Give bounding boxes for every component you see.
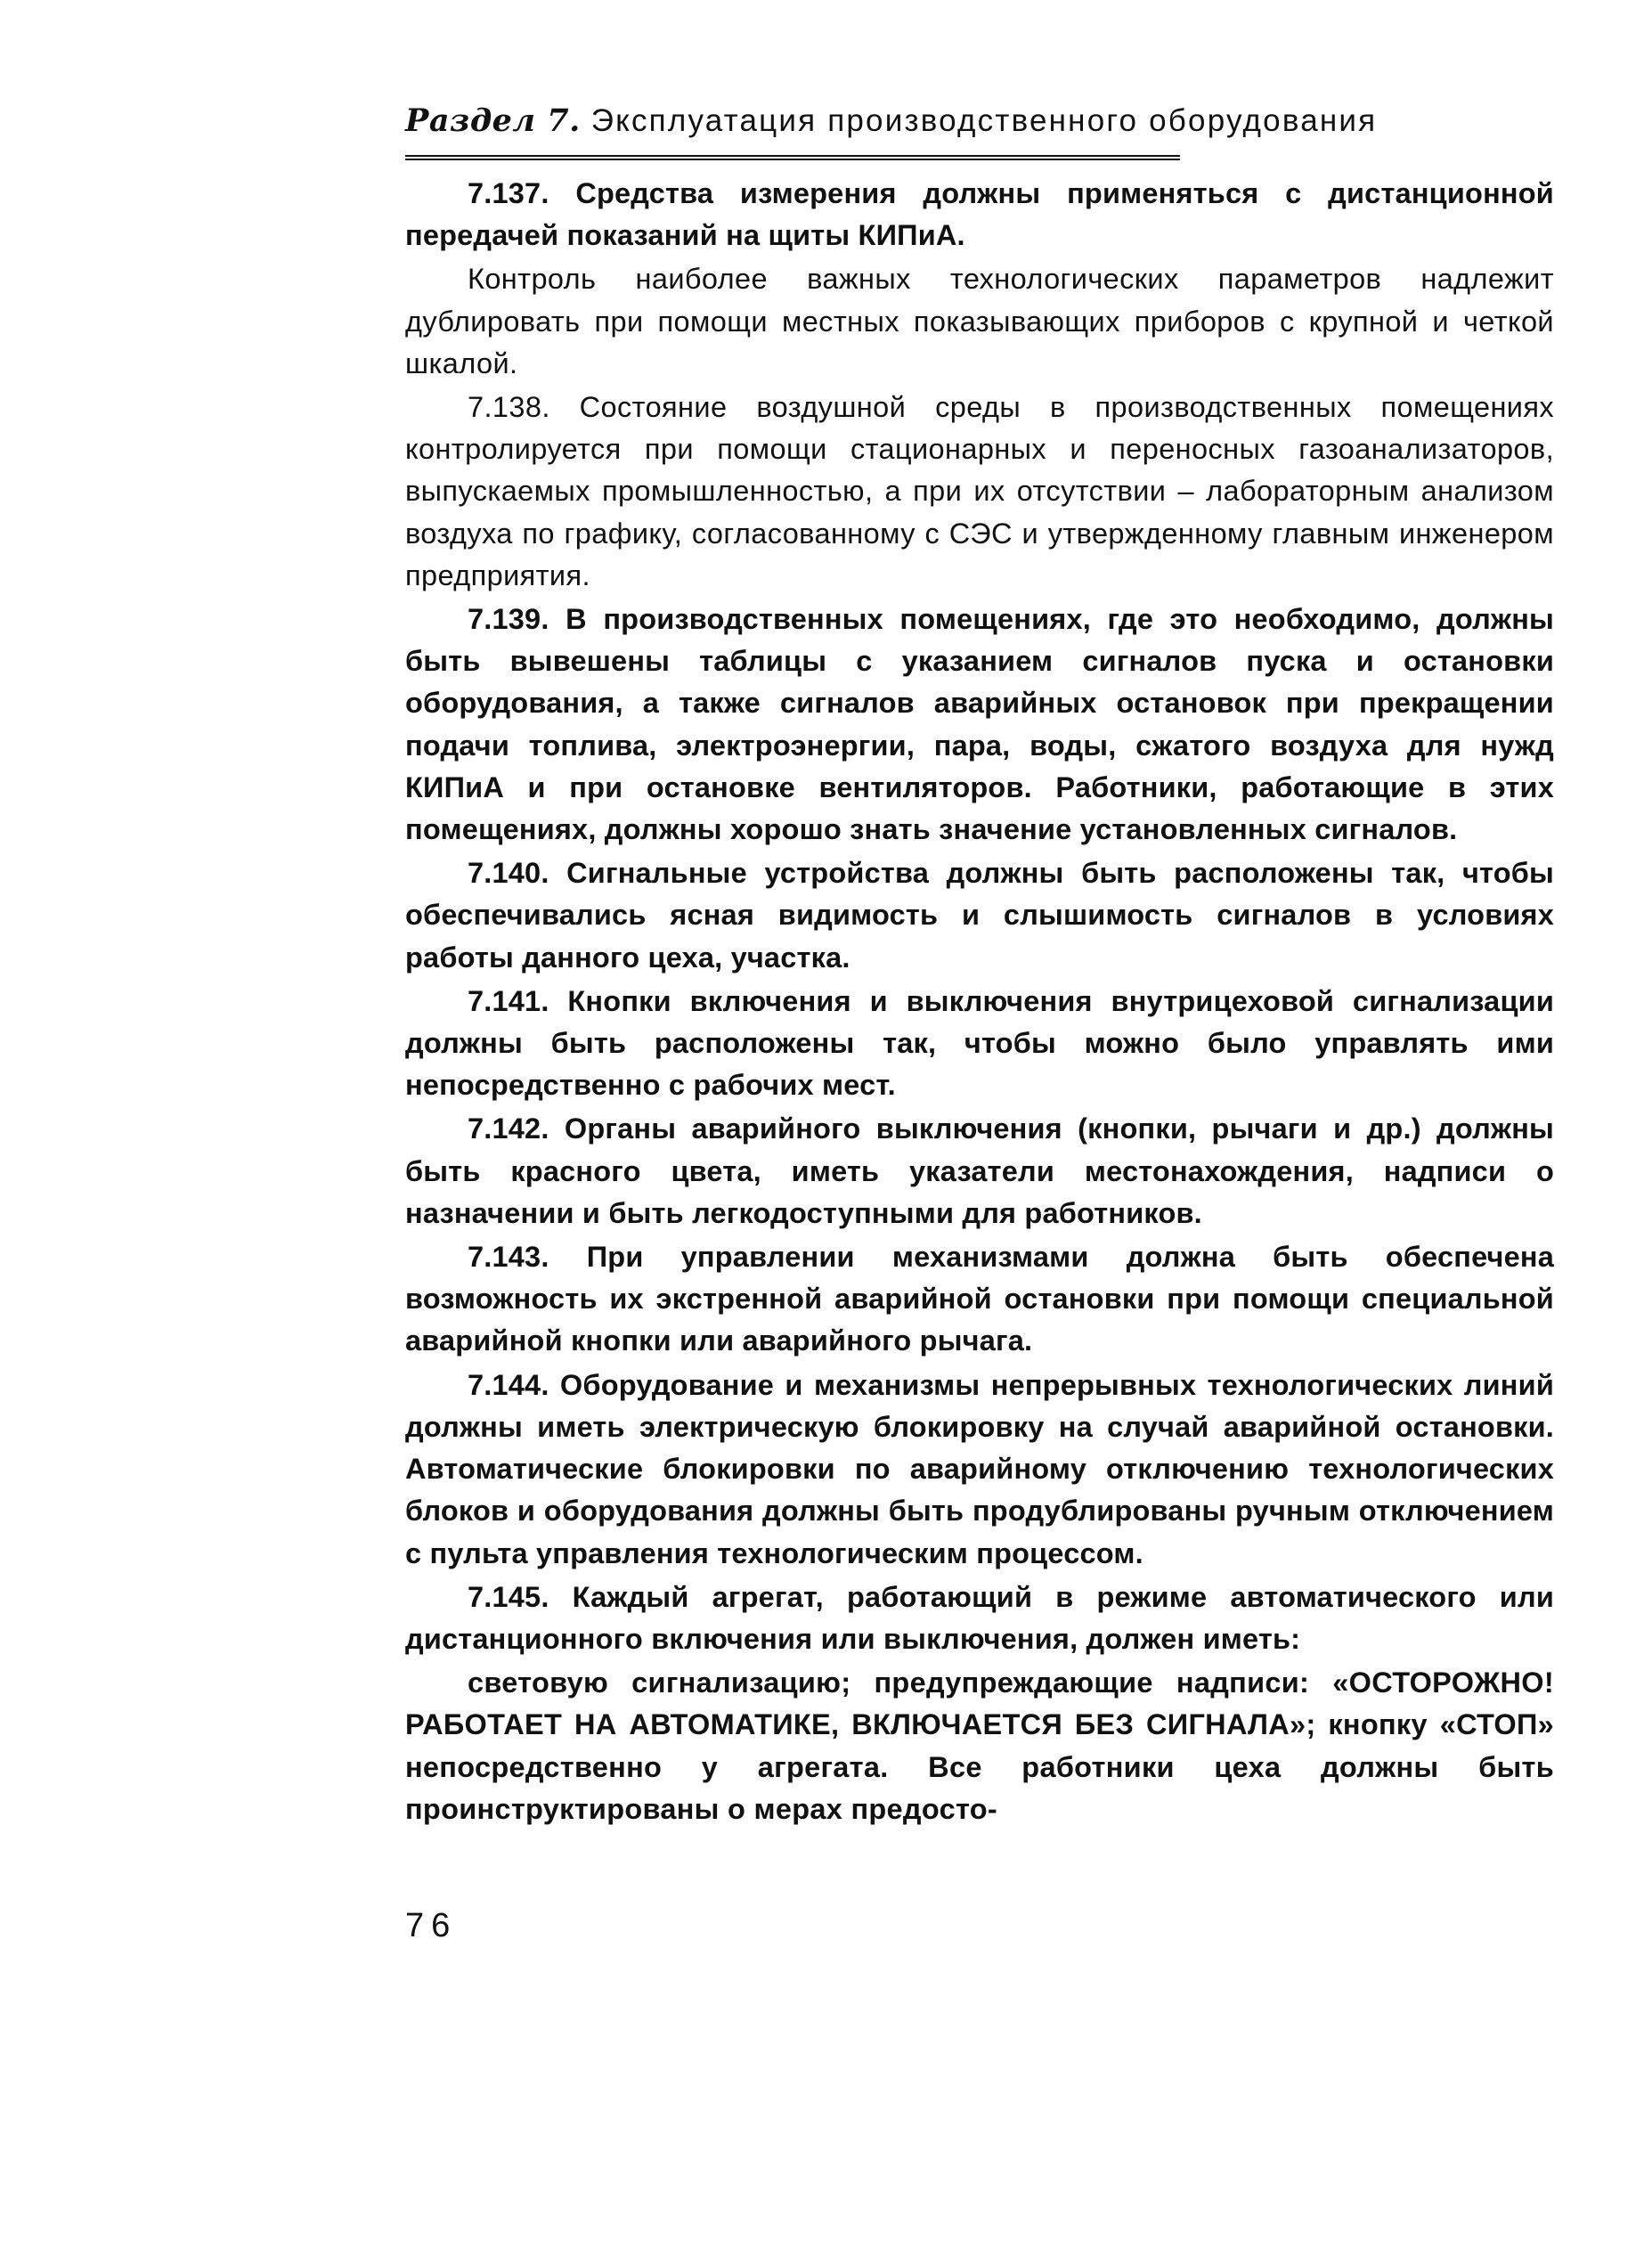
paragraph-7-145: 7.145. Каждый агрегат, работающий в режиме автоматического или дистанционного включения или выключения, должен иметь: [405, 1580, 1554, 1655]
section-title: Эксплуатация производственного оборудования [590, 103, 1378, 138]
paragraph-7-143: 7.143. При управлении механизмами должна быть обеспечена возможность их экстренной аварийной остановки при помощи специальной аварийной кнопки или аварийного рычага. [405, 1241, 1554, 1357]
header-title-line [405, 98, 1563, 144]
paragraph-7-141: 7.141. Кнопки включения и выключения внутрицеховой сигнализации должны быть расположены так, чтобы можно было управлять ими непосредственно с рабочих мест. [405, 984, 1554, 1102]
paragraph-7-142: 7.142. Органы аварийного выключения (кнопки, рычаги и др.) должны быть красного цвета, иметь указатели местонахождения, надписи о назначении и быть легкодоступными для работников. [405, 1112, 1554, 1229]
page-number: 76 [405, 1907, 458, 1944]
paragraph-7-139: 7.139. В производственных помещениях, где это необходимо, должны быть вывешены таблицы с указанием сигналов пуска и остановки оборудования, а также сигналов аварийных остановок при прекращении подачи топлива, электроэнергии, пара, воды, сжатого воздуха для нужд КИПиА и при остановке вентиляторов. Работники, работающие в этих помещениях, должны хорошо знать значение установленных сигналов. [405, 603, 1554, 846]
section-label: Раздел 7. [405, 102, 581, 139]
document-page [405, 98, 1563, 1944]
paragraph-7-145-signals: световую сигнализацию; предупреждающие надписи: «ОСТОРОЖНО! РАБОТАЕТ НА АВТОМАТИКЕ, ВКЛЮЧАЕТСЯ БЕЗ СИГНАЛА»; кнопку «СТОП» непосредственно у агрегата. Все работники цеха должны быть проинструктированы о мерах предосто- [405, 1666, 1554, 1825]
body-text [405, 173, 1554, 1830]
paragraph-7-137-control: Контроль наиболее важных технологических параметров надлежит дублировать при помощи местных показывающих приборов с крупной и четкой шкалой. [405, 263, 1554, 379]
paragraph-7-138: 7.138. Состояние воздушной среды в производственных помещениях контролируется при помощи стационарных и переносных газоанализаторов, выпускаемых промышленностью, а при их отсутствии – лабораторным анализом воздуха по графику, согласованному с СЭС и утвержденному главным инженером предприятия. [405, 391, 1554, 591]
paragraph-7-140: 7.140. Сигнальные устройства должны быть расположены так, чтобы обеспечивались ясная видимость и слышимость сигналов в условиях работы данного цеха, участка. [405, 857, 1554, 974]
paragraph-7-137: 7.137. Средства измерения должны применяться с дистанционной передачей показаний на щиты КИПиА. [405, 177, 1554, 252]
running-header [405, 98, 1563, 162]
paragraph-7-144: 7.144. Оборудование и механизмы непрерывных технологических линий должны иметь электрическую блокировку на случай аварийной остановки. Автоматические блокировки по аварийному отключению технологических блоков и оборудования должны быть продублированы ручным отключением с пульта управления технологическим процессом. [405, 1368, 1554, 1569]
header-double-rule [405, 155, 1180, 160]
